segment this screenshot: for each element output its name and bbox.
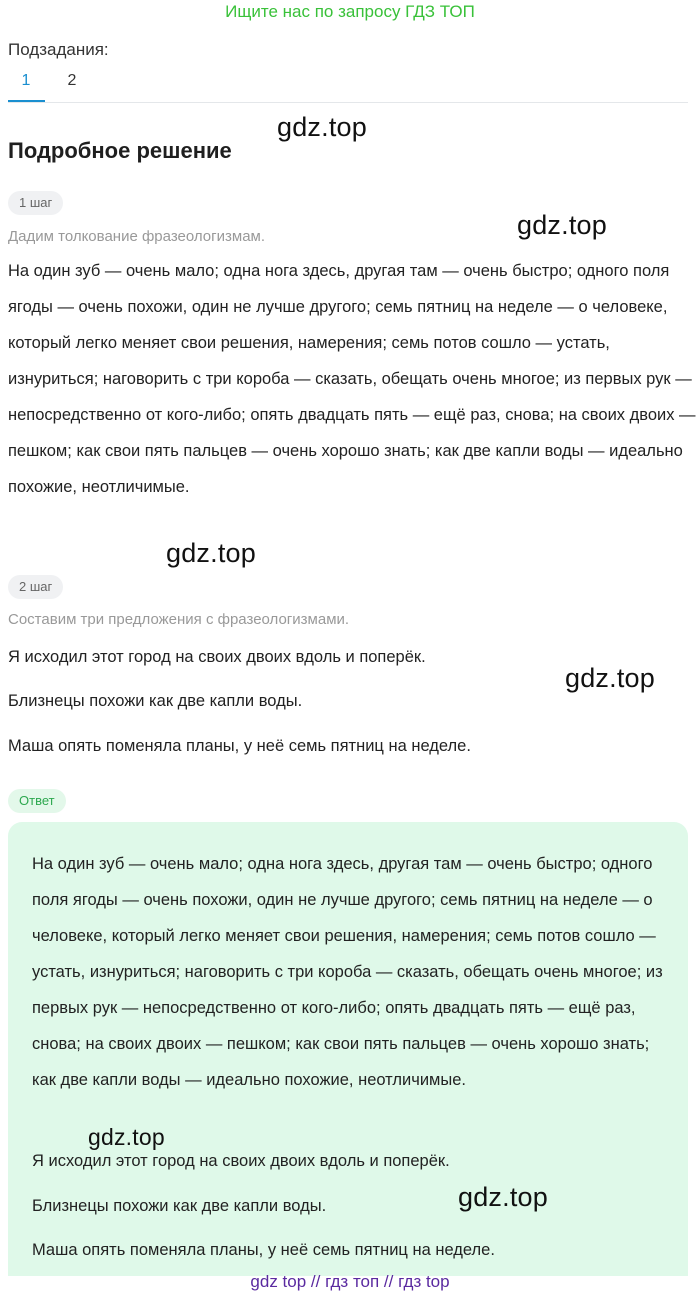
tab-subtask-1[interactable]: 1 — [21, 72, 31, 89]
solution-title: Подробное решение — [8, 138, 232, 163]
example-sentence: Я исходил этот город на своих двоих вдоль и поперёк. — [8, 648, 426, 666]
watermark: gdz.top — [166, 538, 256, 568]
footer-links[interactable]: gdz top // гдз топ // гдз top — [250, 1272, 450, 1291]
step-badge: 1 шаг — [8, 191, 63, 215]
step-text: На один зуб — очень мало; одна нога здесь, другая там — очень быстро; одного поля ягоды — очень похожи, один не лучше другого; семь пятниц на неделе — о человеке, который легко меняет свои решения, намерения; семь потов сошло — устать, изнуриться; наговорить с три короба — сказать, обещать очень многое; из первых рук — непосредственно от кого-либо; опять двадцать пять — ещё раз, снова; на своих двоих — пешком; как свои пять пальцев — очень хорошо знать; как две капли воды — идеально похожие, неотличимые. — [8, 262, 696, 496]
watermark: gdz.top — [565, 663, 655, 693]
answer-sentence: Маша опять поменяла планы, у неё семь пятниц на неделе. — [32, 1241, 495, 1259]
watermark: gdz.top — [277, 112, 367, 142]
watermark: gdz.top — [88, 1124, 165, 1150]
answer-text: На один зуб — очень мало; одна нога здесь, другая там — очень быстро; одного поля ягоды — очень похожи, один не лучше другого; семь пятниц на неделе — о человеке, который легко меняет свои решения, намерения; семь потов сошло — устать, изнуриться; наговорить с три короба — сказать, обещать очень многое; из первых рук — непосредственно от кого-либо; опять двадцать пять — ещё раз, снова; на своих двоих — пешком; как свои пять пальцев — очень хорошо знать; как две капли воды — идеально похожие, неотличимые. — [32, 855, 663, 1089]
answer-badge: Ответ — [8, 789, 66, 813]
active-tab-indicator — [8, 100, 45, 102]
step-badge: 2 шаг — [8, 575, 63, 599]
answer-box — [8, 822, 688, 1276]
watermark: gdz.top — [517, 210, 607, 240]
step-note: Дадим толкование фразеологизмам. — [8, 228, 266, 245]
answer-sentence: Я исходил этот город на своих двоих вдоль и поперёк. — [32, 1152, 450, 1170]
answer-sentence: Близнецы похожи как две капли воды. — [32, 1197, 327, 1215]
promo-banner: Ищите нас по запросу ГДЗ ТОП — [225, 2, 475, 21]
example-sentence: Близнецы похожи как две капли воды. — [8, 692, 303, 710]
watermark: gdz.top — [458, 1182, 548, 1212]
step-note: Составим три предложения с фразеологизмами. — [8, 611, 350, 628]
subtask-tabs — [8, 70, 688, 103]
tab-subtask-2[interactable]: 2 — [67, 72, 77, 89]
subtasks-label: Подзадания: — [8, 40, 109, 59]
example-sentence: Маша опять поменяла планы, у неё семь пятниц на неделе. — [8, 737, 471, 755]
